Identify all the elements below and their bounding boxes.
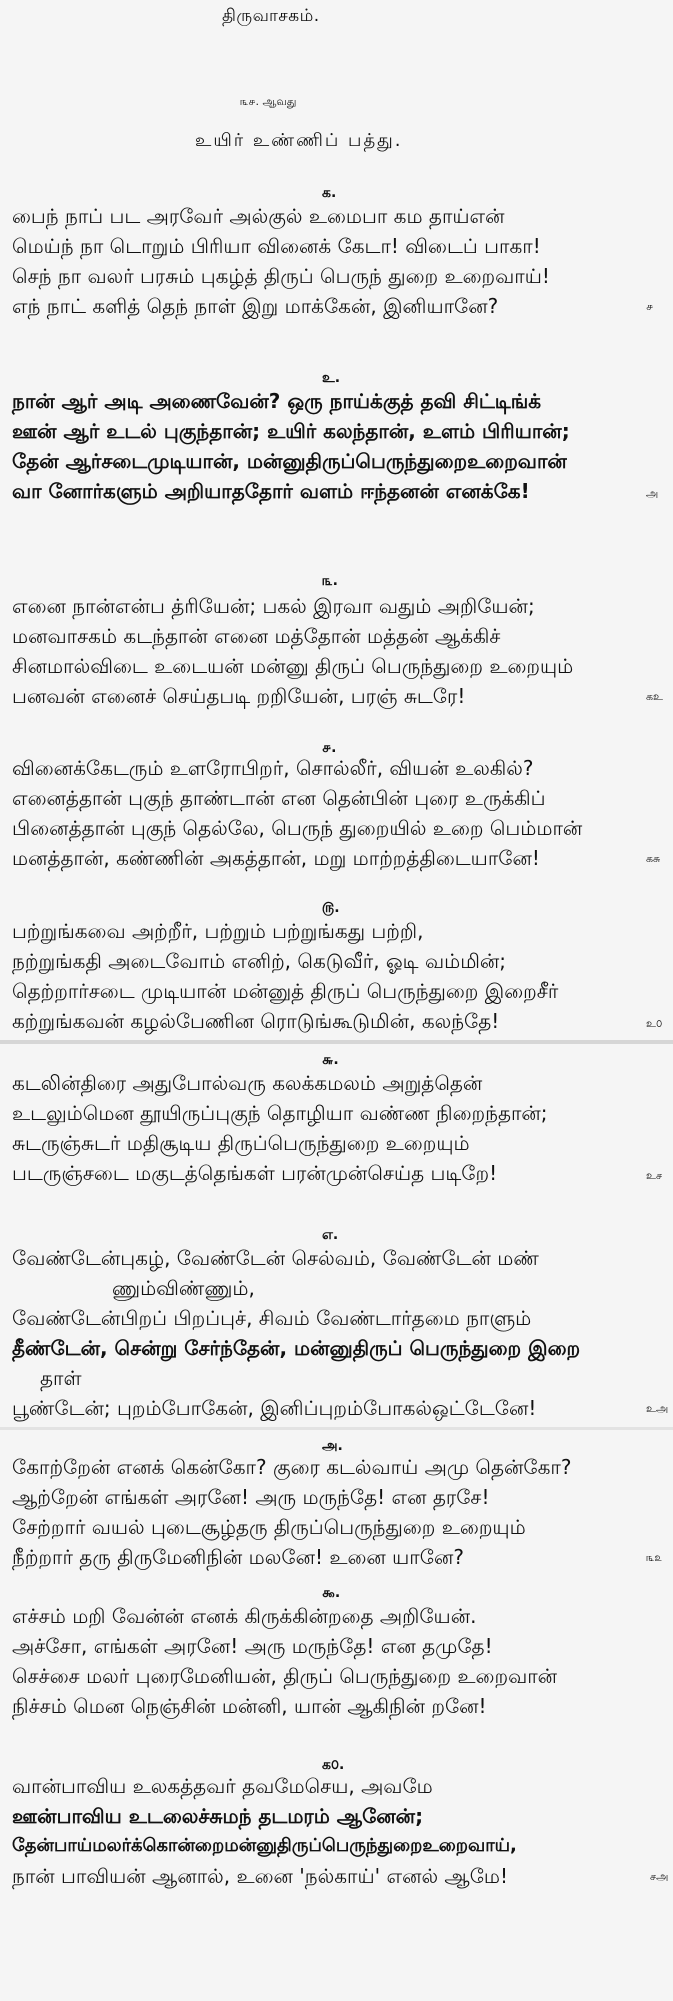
stanza-line: தேன்பாய்மலர்க்கொன்றைமன்னுதிருப்பெருந்துறைஉறைவாய், xyxy=(12,1835,517,1856)
stanza-line: அச்சோ, எங்கள் அரனே! அரு மருந்தே! என தமுதே! xyxy=(12,1634,493,1658)
stanza-line: மெய்ந் நா டொறும் பிரியா வினைக் கேடா! விடைப் பாகா! xyxy=(12,234,541,258)
stanza-line: வான்பாவிய உலகத்தவர் தவமேசெய, அவமே xyxy=(12,1774,433,1798)
stanza-number: ௬. xyxy=(322,1052,339,1068)
stanza-line: உடலும்மென தூயிருப்புகுந் தொழியா வண்ண நிறைந்தான்; xyxy=(12,1101,548,1125)
stanza-number: ௪. xyxy=(322,740,337,756)
stanza-line: நற்றுங்கதி அடைவோம் எனிற், கெடுவீர், ஓடி வம்மின்; xyxy=(12,949,507,973)
verse-count: உ௦ xyxy=(646,1017,663,1030)
verse-count: சஅ xyxy=(650,1870,669,1883)
stanza-line: எனை நான்என்ப த்ரியேன்; பகல் இரவா வதும் அறியேன்; xyxy=(12,594,535,618)
stanza-number: க௦. xyxy=(322,1757,345,1773)
stanza-line: மனவாசகம் கடந்தான் எனை மத்தோன் மத்தன் ஆக்கிச் xyxy=(12,624,501,648)
verse-count: உஅ xyxy=(646,1402,669,1415)
stanza-number: அ. xyxy=(322,1438,343,1454)
stanza-line: பினைத்தான் புகுந் தெல்லே, பெருந் துறையில் உறை பெம்மான் xyxy=(12,816,583,840)
stanza-line: சேற்றார் வயல் புடைசூழ்தரு திருப்பெருந்துறை உறையும் xyxy=(12,1515,526,1539)
book-header: திருவாசகம். xyxy=(222,6,320,26)
stanza-line: சுடருஞ்சுடர் மதிசூடிய திருப்பெருந்துறை உறையும் xyxy=(12,1131,470,1155)
stanza-line: தேன் ஆர்சடைமுடியான், மன்னுதிருப்பெருந்துறைஉறைவான் xyxy=(12,449,567,473)
scan-seam xyxy=(0,1040,673,1044)
stanza-line: நான் பாவியன் ஆனால், உனை 'நல்காய்' எனல் ஆமே! xyxy=(12,1864,509,1888)
stanza-number: ௯. xyxy=(322,1585,341,1601)
verse-count: கசு xyxy=(646,852,661,865)
stanza-line: நீற்றார் தரு திருமேனிநின் மலனே! உனை யானே? xyxy=(12,1545,464,1569)
scan-seam xyxy=(0,1427,673,1430)
stanza-line: வேண்டேன்புகழ், வேண்டேன் செல்வம், வேண்டேன் மண் xyxy=(12,1246,539,1270)
verse-count: உச xyxy=(646,1169,663,1182)
stanza-line: வா னோர்களும் அறியாததோர் வளம் ஈந்தனன் எனக்கே! xyxy=(12,479,530,503)
stanza-line: படருஞ்சடை மகுடத்தெங்கள் பரன்முன்செய்த படிறே! xyxy=(12,1161,498,1185)
stanza-number: ௫. xyxy=(322,900,340,916)
stanza-line: தீண்டேன், சென்று சேர்ந்தேன், மன்னுதிருப் பெருந்துறை இறை xyxy=(12,1336,581,1360)
stanza-line: தெற்றார்சடை முடியான் மன்னுத் திருப் பெருந்துறை இறைசீர் xyxy=(12,979,559,1003)
stanza-line: நிச்சம் மென நெஞ்சின் மன்னி, யான் ஆகிநின் றனே! xyxy=(12,1694,487,1718)
stanza-number: உ. xyxy=(322,370,341,386)
verse-count: ௩௨ xyxy=(646,1551,663,1564)
stanza-number: க. xyxy=(322,185,337,201)
chapter-number: ௩௪. ஆவது xyxy=(240,95,297,108)
stanza-line: வினைக்கேடரும் உளரோபிறர், சொல்லீர், வியன் உலகில்? xyxy=(12,756,534,780)
stanza-line: கோற்றேன் எனக் கென்கோ? குரை கடல்வாய் அமு தென்கோ? xyxy=(12,1455,572,1479)
stanza-line: நான் ஆர் அடி அணைவேன்? ஒரு நாய்க்குத் தவி சிட்டிங்க் xyxy=(12,389,542,413)
stanza-line: வேண்டேன்பிறப் பிறப்புச், சிவம் வேண்டார்தமை நாளும் xyxy=(12,1306,532,1330)
stanza-line: பைந் நாப் பட அரவேர் அல்குல் உமைபா கம தாய்என் xyxy=(12,204,505,228)
stanza-number: ௩. xyxy=(322,573,338,589)
stanza-line: எந் நாட் களித் தெந் நாள் இறு மாக்கேன், இனியானே? xyxy=(12,294,499,318)
stanza-line: மனத்தான், கண்ணின் அகத்தான், மறு மாற்றத்திடையானே! xyxy=(12,846,540,870)
stanza-line: சினமால்விடை உடையன் மன்னு திருப் பெருந்துறை உறையும் xyxy=(12,654,574,678)
stanza-line: ணும்விண்ணும், xyxy=(112,1276,255,1300)
stanza-line: பனவன் எனைச் செய்தபடி றறியேன், பரஞ் சுடரே! xyxy=(12,684,466,708)
stanza-line: ஊன் ஆர் உடல் புகுந்தான்; உயிர் கலந்தான், உளம் பிரியான்; xyxy=(12,419,570,443)
verse-count: அ xyxy=(646,487,659,500)
stanza-line: கடலின்திரை அதுபோல்வரு கலக்கமலம் அறுத்தென் xyxy=(12,1071,483,1095)
stanza-line: பற்றுங்கவை அற்றீர், பற்றும் பற்றுங்கது பற்றி, xyxy=(12,919,424,943)
stanza-line: ஆற்றேன் எங்கள் அரனே! அரு மருந்தே! என தரசே! xyxy=(12,1485,490,1509)
chapter-title: உயிர் உண்ணிப் பத்து. xyxy=(195,130,403,151)
stanza-line: கற்றுங்கவன் கழல்பேணின ரொடுங்கூடுமின், கலந்தே! xyxy=(12,1009,500,1033)
stanza-line: தாள் xyxy=(40,1366,82,1390)
stanza-line: செச்சை மலர் புரைமேனியன், திருப் பெருந்துறை உறைவான் xyxy=(12,1664,558,1688)
stanza-line: பூண்டேன்; புறம்போகேன், இனிப்புறம்போகல்ஒட்டேனே! xyxy=(12,1396,537,1420)
verse-count: கஉ xyxy=(646,690,664,703)
stanza-line: எனைத்தான் புகுந் தாண்டான் என தென்பின் புரை உருக்கிப் xyxy=(12,786,546,810)
stanza-line: ஊன்பாவிய உடலைச்சுமந் தடமரம் ஆனேன்; xyxy=(12,1804,424,1828)
stanza-number: எ. xyxy=(322,1227,339,1243)
stanza-line: செந் நா வலர் பரசும் புகழ்த் திருப் பெருந் துறை உறைவாய்! xyxy=(12,264,550,288)
verse-count: ௪ xyxy=(646,300,654,313)
stanza-line: எச்சம் மறி வேன்ன் எனக் கிருக்கின்றதை அறியேன். xyxy=(12,1604,477,1628)
